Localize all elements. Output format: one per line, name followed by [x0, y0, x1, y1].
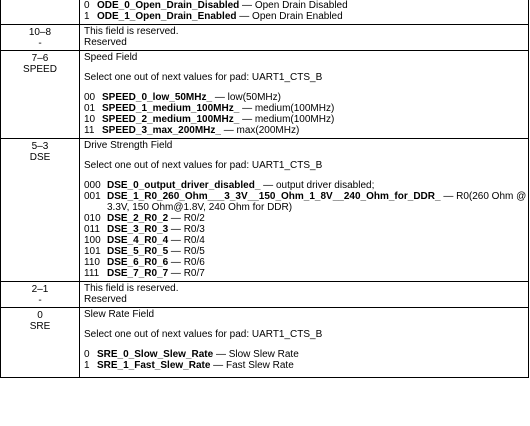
option-name: SPEED_0_low_50MHz_	[102, 92, 213, 103]
option-name: DSE_6_R0_6	[107, 257, 169, 268]
select-instruction: Select one out of next values for pad: UART1_CTS_B	[84, 160, 323, 171]
table-row	[1, 308, 529, 378]
option-item	[84, 125, 528, 136]
option-item	[84, 246, 528, 257]
option-name: SRE_1_Fast_Slew_Rate	[97, 360, 211, 371]
option-name: DSE_0_output_driver_disabled_	[107, 180, 261, 191]
description-cell	[80, 0, 529, 25]
option-code: 000	[84, 180, 101, 191]
option-item	[84, 11, 528, 22]
option-desc: — R0/3	[168, 224, 205, 235]
option-desc: — low(50MHz)	[212, 92, 281, 103]
option-code: 0	[84, 349, 90, 360]
table-row	[1, 25, 529, 51]
field-cell	[1, 51, 80, 139]
table-row	[1, 0, 529, 25]
field-cell	[1, 139, 80, 282]
option-item	[84, 114, 528, 125]
option-code: 101	[84, 246, 101, 257]
option-item	[84, 257, 528, 268]
bit-range: 7–6	[31, 53, 49, 64]
field-name: -	[38, 295, 42, 306]
option-name: SRE_0_Slow_Slew_Rate	[97, 349, 214, 360]
option-name: DSE_7_R0_7	[107, 268, 169, 279]
field-name: SPEED	[23, 64, 57, 75]
table-row	[1, 282, 529, 308]
option-desc: — max(200MHz)	[220, 125, 300, 136]
option-item	[84, 268, 528, 279]
field-name: -	[38, 38, 42, 49]
field-name: DSE	[29, 152, 51, 163]
option-name: SPEED_3_max_200MHz_	[102, 125, 221, 136]
option-item	[84, 191, 528, 213]
option-code: 00	[84, 92, 96, 103]
option-name: ODE_1_Open_Drain_Enabled	[97, 11, 237, 22]
field-name: SRE	[29, 321, 51, 332]
option-code: 1	[84, 360, 90, 371]
option-code: 100	[84, 235, 101, 246]
option-desc: — R0/5	[168, 246, 205, 257]
field-title: This field is reserved.	[84, 283, 179, 294]
option-item	[84, 103, 528, 114]
description-cell	[80, 308, 529, 378]
option-code: 110	[84, 257, 100, 268]
option-desc: — R0(260 Ohm @ 3.3V, 150 Ohm@1.8V, 240 Ohm for DDR)	[107, 191, 527, 213]
field-title: Speed Field	[84, 52, 138, 63]
select-instruction: Select one out of next values for pad: UART1_CTS_B	[84, 72, 323, 83]
description-cell	[80, 139, 529, 282]
bit-range: 0	[37, 310, 43, 321]
bit-range: 10–8	[28, 27, 52, 38]
table-row	[1, 51, 529, 139]
option-desc: — Open Drain Enabled	[236, 11, 343, 22]
option-item	[84, 235, 528, 246]
description-cell	[80, 282, 529, 308]
field-note: Reserved	[84, 294, 127, 305]
option-name: SPEED_1_medium_100MHz_	[102, 103, 240, 114]
option-desc: — R0/7	[168, 268, 205, 279]
description-cell	[80, 51, 529, 139]
option-item	[84, 180, 528, 191]
bit-range: 2–1	[31, 284, 49, 295]
option-code: 1	[84, 11, 90, 22]
option-item	[84, 349, 528, 360]
option-name: DSE_2_R0_2	[107, 213, 169, 224]
bit-range: 5–3	[31, 141, 49, 152]
option-name: DSE_5_R0_5	[107, 246, 169, 257]
option-code: 011	[84, 224, 100, 235]
option-desc: — output driver disabled;	[260, 180, 375, 191]
option-item	[84, 0, 528, 11]
option-code: 01	[84, 103, 96, 114]
table-row	[1, 139, 529, 282]
option-code: 11	[84, 125, 95, 136]
field-cell	[1, 308, 80, 378]
field-note: Reserved	[84, 37, 127, 48]
description-cell	[80, 25, 529, 51]
option-item	[84, 224, 528, 235]
option-desc: — Slow Slew Rate	[213, 349, 299, 360]
option-desc: — medium(100MHz)	[239, 103, 335, 114]
option-item	[84, 213, 528, 224]
field-cell	[1, 25, 80, 51]
field-title: This field is reserved.	[84, 26, 179, 37]
select-instruction: Select one out of next values for pad: UART1_CTS_B	[84, 329, 323, 340]
option-name: SPEED_2_medium_100MHz_	[102, 114, 240, 125]
option-name: DSE_3_R0_3	[107, 224, 169, 235]
option-desc: — Open Drain Disabled	[239, 0, 348, 11]
option-name: DSE_4_R0_4	[107, 235, 169, 246]
option-desc: — medium(100MHz)	[239, 114, 335, 125]
option-desc: — R0/6	[168, 257, 205, 268]
option-desc: — Fast Slew Rate	[210, 360, 294, 371]
field-cell	[1, 0, 80, 25]
field-cell	[1, 282, 80, 308]
option-item	[84, 360, 528, 371]
option-name: ODE_0_Open_Drain_Disabled	[97, 0, 240, 11]
option-desc: — R0/4	[168, 235, 205, 246]
option-code: 111	[84, 268, 100, 279]
option-code: 10	[84, 114, 96, 125]
field-title: Drive Strength Field	[84, 140, 173, 151]
option-code: 001	[84, 191, 101, 202]
option-code: 010	[84, 213, 101, 224]
option-desc: — R0/2	[168, 213, 205, 224]
option-code: 0	[84, 0, 90, 11]
option-name: DSE_1_R0_260_Ohm___3_3V__150_Ohm_1_8V__240_Ohm_for_DDR_	[107, 191, 441, 202]
option-item	[84, 92, 528, 103]
field-title: Slew Rate Field	[84, 309, 155, 320]
